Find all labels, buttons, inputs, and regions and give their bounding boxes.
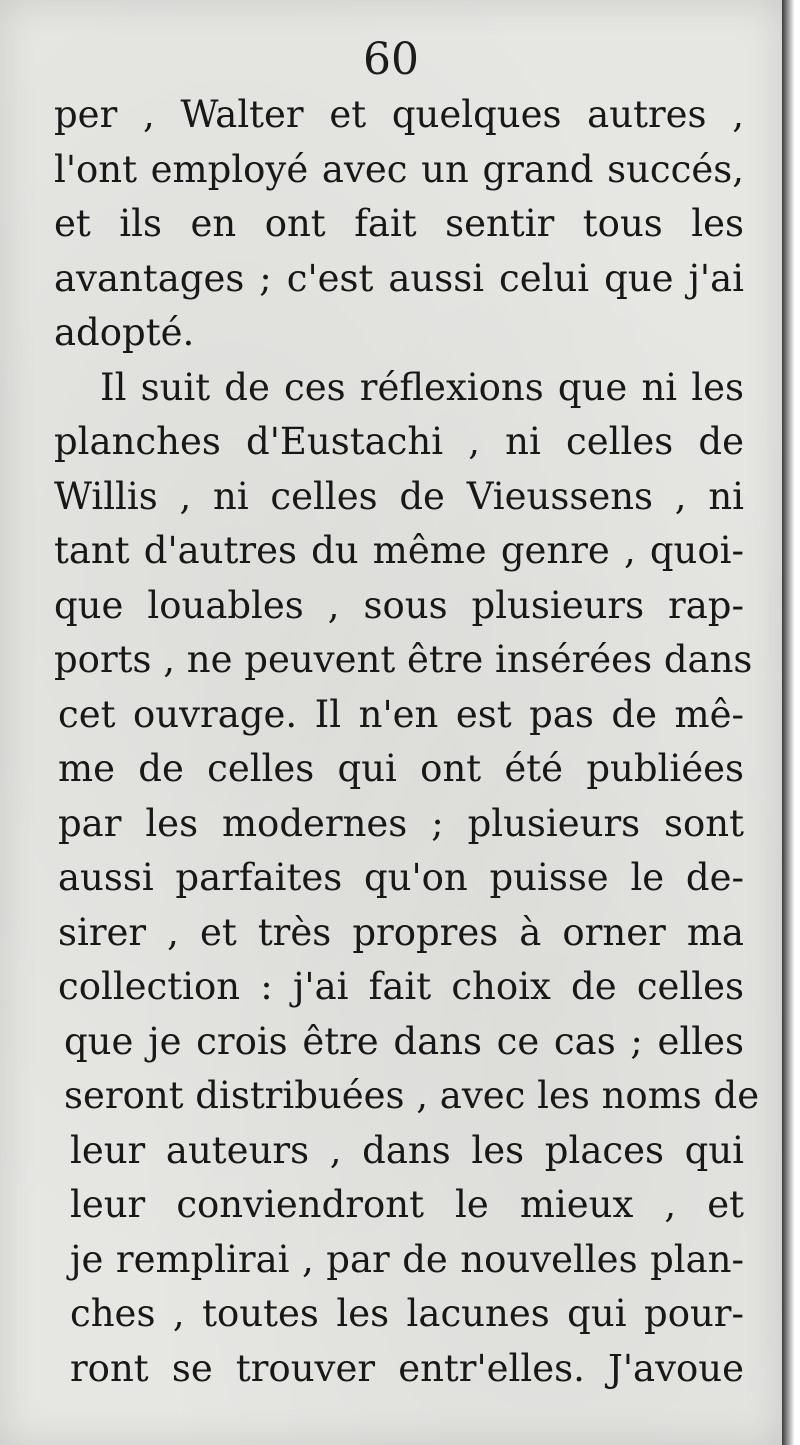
text-line: adopté. bbox=[54, 311, 195, 354]
text-line: je remplirai , par de nouvelles plan- bbox=[70, 1237, 744, 1281]
text-line: Willis , ni celles de Vieussens , ni bbox=[54, 474, 744, 518]
text-line: aussi parfaites qu'on puisse le de- bbox=[58, 856, 744, 899]
page-number: 60 bbox=[363, 34, 419, 85]
paragraph-first-line: Il suit de ces réflexions que ni les bbox=[100, 365, 744, 409]
text-line: planches d'Eustachi , ni celles de bbox=[54, 420, 744, 463]
text-line: ches , toutes les lacunes qui pour- bbox=[70, 1292, 744, 1335]
text-line: collection : j'ai fait choix de celles bbox=[58, 965, 744, 1008]
text-line: l'ont employé avec un grand succés, bbox=[54, 147, 744, 191]
text-line: cet ouvrage. Il n'en est pas de mê- bbox=[58, 692, 744, 736]
text-line: ront se trouver entr'elles. J'avoue bbox=[70, 1346, 744, 1390]
text-line: per , Walter et quelques autres , bbox=[54, 93, 744, 136]
text-line: sirer , et très propres à orner ma bbox=[58, 910, 744, 954]
text-line: leur conviendront le mieux , et bbox=[70, 1183, 744, 1226]
text-line: que je crois être dans ce cas ; elles bbox=[64, 1019, 744, 1063]
text-line: et ils en ont fait sentir tous les bbox=[54, 202, 744, 245]
text-line: tant d'autres du même genre , quoi- bbox=[54, 529, 744, 572]
body-text bbox=[54, 88, 760, 1396]
text-line: leur auteurs , dans les places qui bbox=[70, 1128, 744, 1172]
page-edge-shadow bbox=[782, 0, 800, 1445]
text-line: ports , ne peuvent être insérées dans bbox=[54, 638, 753, 681]
text-line: que louables , sous plusieurs rap- bbox=[54, 583, 744, 627]
text-line: me de celles qui ont été publiées bbox=[58, 747, 744, 790]
text-line: par les modernes ; plusieurs sont bbox=[58, 801, 744, 845]
text-line: avantages ; c'est aussi celui que j'ai bbox=[54, 256, 744, 300]
text-line: seront distribuées , avec les noms de bbox=[64, 1074, 760, 1117]
